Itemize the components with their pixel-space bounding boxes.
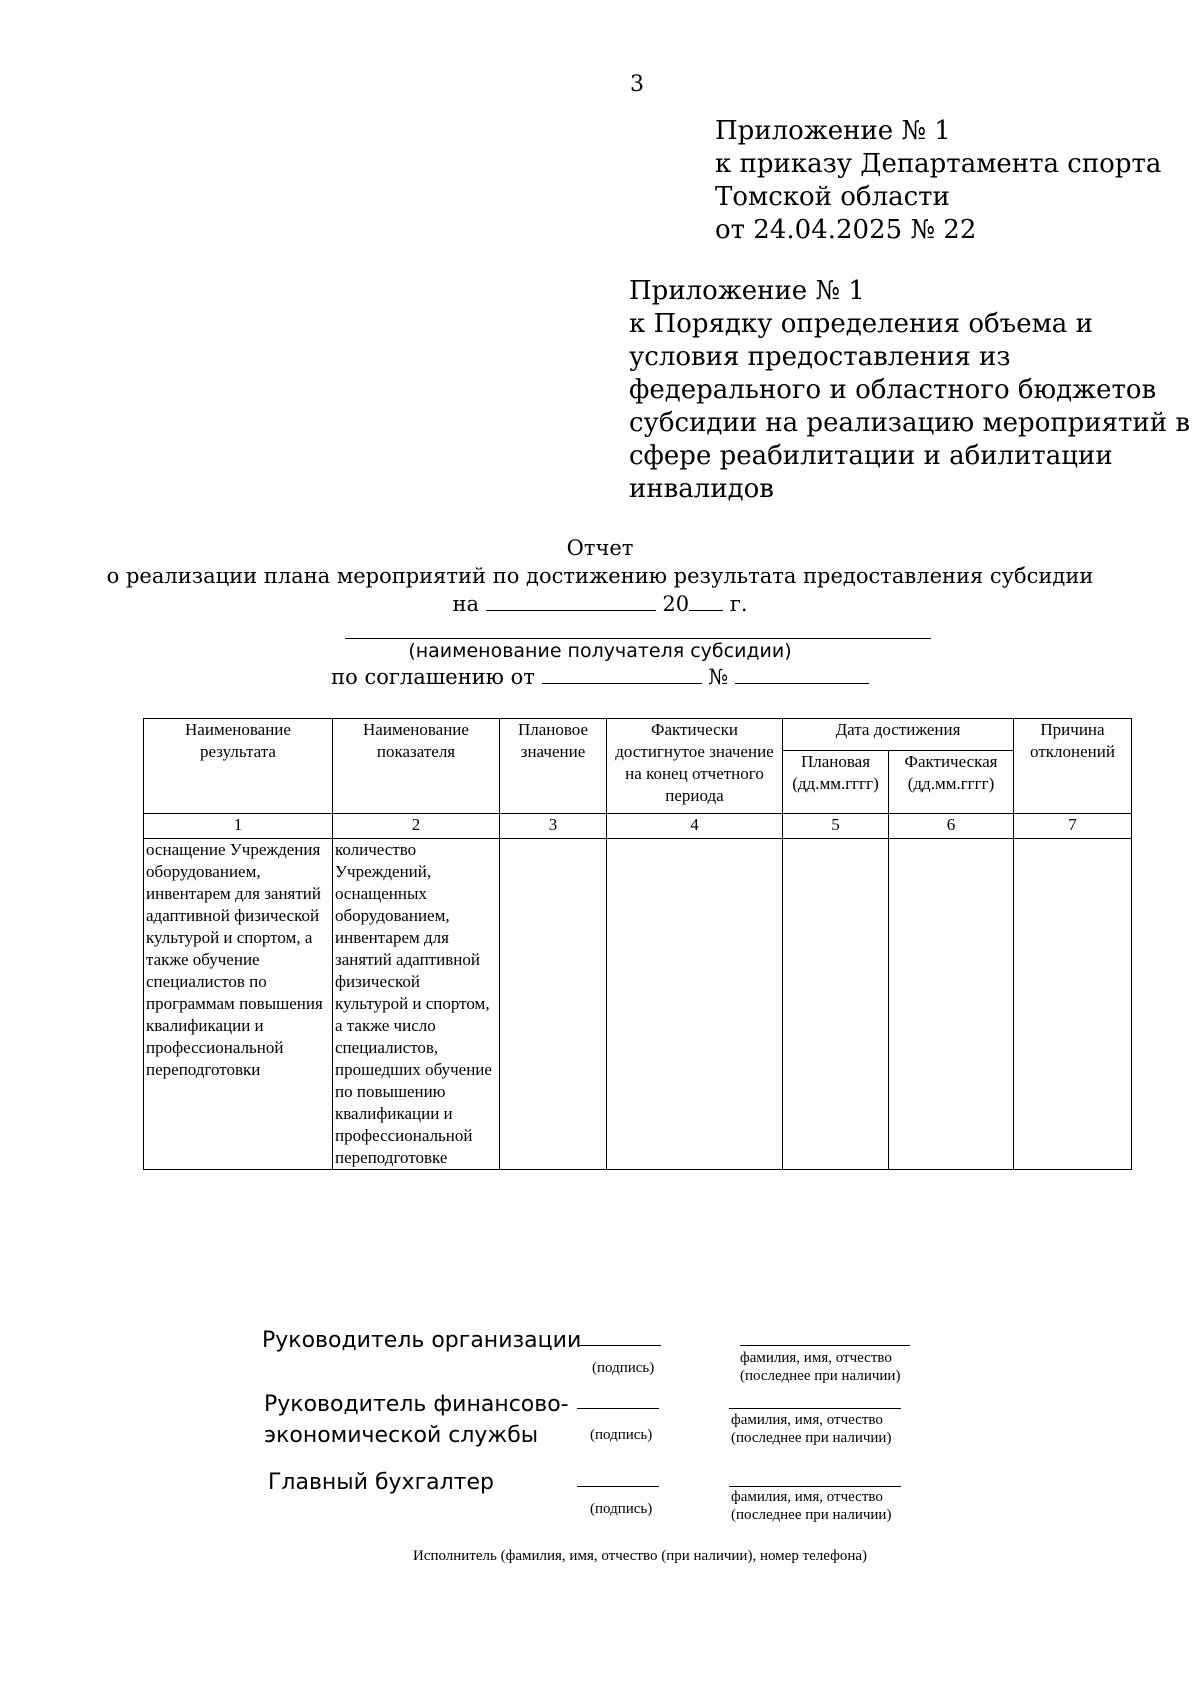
year-prefix: 20 (662, 592, 690, 616)
date-blank (486, 590, 656, 611)
name-line (729, 1408, 901, 1409)
signature-caption: (подпись) (590, 1427, 653, 1443)
agreement-prefix: по соглашению от (331, 665, 535, 689)
year-blank (689, 590, 723, 611)
cell-planned-date[interactable] (783, 839, 889, 1170)
table-row (144, 839, 1132, 1170)
column-number-row (144, 814, 1132, 839)
page-number: 3 (630, 72, 644, 97)
header-planned-value: Плановое значение (500, 719, 607, 814)
column-number: 3 (500, 814, 607, 839)
name-caption-line1: фамилия, имя, отчество (740, 1350, 892, 1366)
appendix-procedure-line: к Порядку определения объема и (629, 309, 1093, 339)
column-number: 6 (889, 814, 1014, 839)
cell-planned[interactable] (500, 839, 607, 1170)
date-prefix: на (452, 592, 480, 616)
appendix-order-line: Приложение № 1 (715, 116, 951, 146)
report-date-line (0, 589, 1200, 619)
header-deviation-reason: Причина отклонений (1014, 719, 1132, 814)
appendix-order-header (715, 115, 1161, 247)
cell-result: оснащение Учреждения оборудованием, инвентарем для занятий адаптивной физической культурой и спортом, а также обучение специалистов по программам повышения квалификации и профессиональной переподготовки (144, 839, 333, 1170)
column-number: 1 (144, 814, 333, 839)
signature-line (579, 1345, 661, 1346)
appendix-order-line: к приказу Департамента спорта (715, 149, 1162, 179)
name-caption-line2: (последнее при наличии) (731, 1430, 892, 1446)
cell-reason[interactable] (1014, 839, 1132, 1170)
header-result-name: Наименование результата (144, 719, 333, 814)
header-actual-value: Фактически достигнутое значение на конец отчетного периода (607, 719, 783, 814)
cell-actual-date[interactable] (889, 839, 1014, 1170)
executor-line: Исполнитель (фамилия, имя, отчество (при наличии), номер телефона) (412, 1548, 868, 1564)
signature-finance-label-line2: экономической службы (264, 1423, 539, 1448)
column-number: 4 (607, 814, 783, 839)
agreement-number-sign: № (708, 665, 729, 689)
signature-caption: (подпись) (590, 1501, 653, 1517)
appendix-procedure-line: сфере реабилитации и абилитации (629, 441, 1113, 471)
name-caption-line2: (последнее при наличии) (731, 1507, 892, 1523)
appendix-order-line: от 24.04.2025 № 22 (715, 215, 977, 245)
table-header-row (144, 719, 1132, 751)
name-line (729, 1486, 901, 1487)
signature-finance-label-line1: Руководитель финансово- (264, 1392, 569, 1417)
name-line (740, 1345, 910, 1346)
header-actual-date: Фактическая (дд.мм.гггг) (889, 751, 1014, 814)
appendix-order-line: Томской области (715, 182, 950, 212)
column-number: 7 (1014, 814, 1132, 839)
column-number: 2 (333, 814, 500, 839)
header-planned-date: Плановая (дд.мм.гггг) (783, 751, 889, 814)
appendix-procedure-line: Приложение № 1 (629, 276, 865, 306)
appendix-procedure-line: субсидии на реализацию мероприятий в (629, 408, 1190, 438)
recipient-caption: (наименование получателя субсидии) (408, 640, 792, 662)
name-caption-line1: фамилия, имя, отчество (731, 1412, 883, 1428)
appendix-procedure-line: федерального и областного бюджетов (629, 375, 1157, 405)
name-caption-line1: фамилия, имя, отчество (731, 1489, 883, 1505)
signature-caption: (подпись) (592, 1360, 655, 1376)
agreement-line (0, 663, 1200, 689)
header-indicator-name: Наименование показателя (333, 719, 500, 814)
header-achievement-date: Дата достижения (783, 719, 1014, 751)
cell-indicator: количество Учреждений, оснащенных оборудованием, инвентарем для занятий адаптивной физической культурой и спортом, а также число специалистов, прошедших обучение по повышению квалификации и профессиональной переподготовке (333, 839, 500, 1170)
column-number: 5 (783, 814, 889, 839)
cell-actual[interactable] (607, 839, 783, 1170)
signature-line (577, 1486, 659, 1487)
agreement-number-blank (735, 663, 869, 684)
recipient-name-line (345, 638, 931, 639)
name-caption-line2: (последнее при наличии) (740, 1368, 901, 1384)
signature-accountant-label: Главный бухгалтер (268, 1470, 494, 1495)
appendix-procedure-header (629, 275, 1190, 506)
report-table (143, 718, 1132, 1170)
agreement-date-blank (542, 663, 702, 684)
signature-line (577, 1408, 659, 1409)
report-subtitle: о реализации плана мероприятий по достижению результата предоставления субсидии (106, 564, 1094, 588)
signature-head-label: Руководитель организации (262, 1328, 582, 1353)
appendix-procedure-line: инвалидов (629, 474, 774, 504)
appendix-procedure-line: условия предоставления из (629, 342, 1011, 372)
report-title: Отчет (566, 536, 634, 560)
year-suffix: г. (729, 592, 748, 616)
